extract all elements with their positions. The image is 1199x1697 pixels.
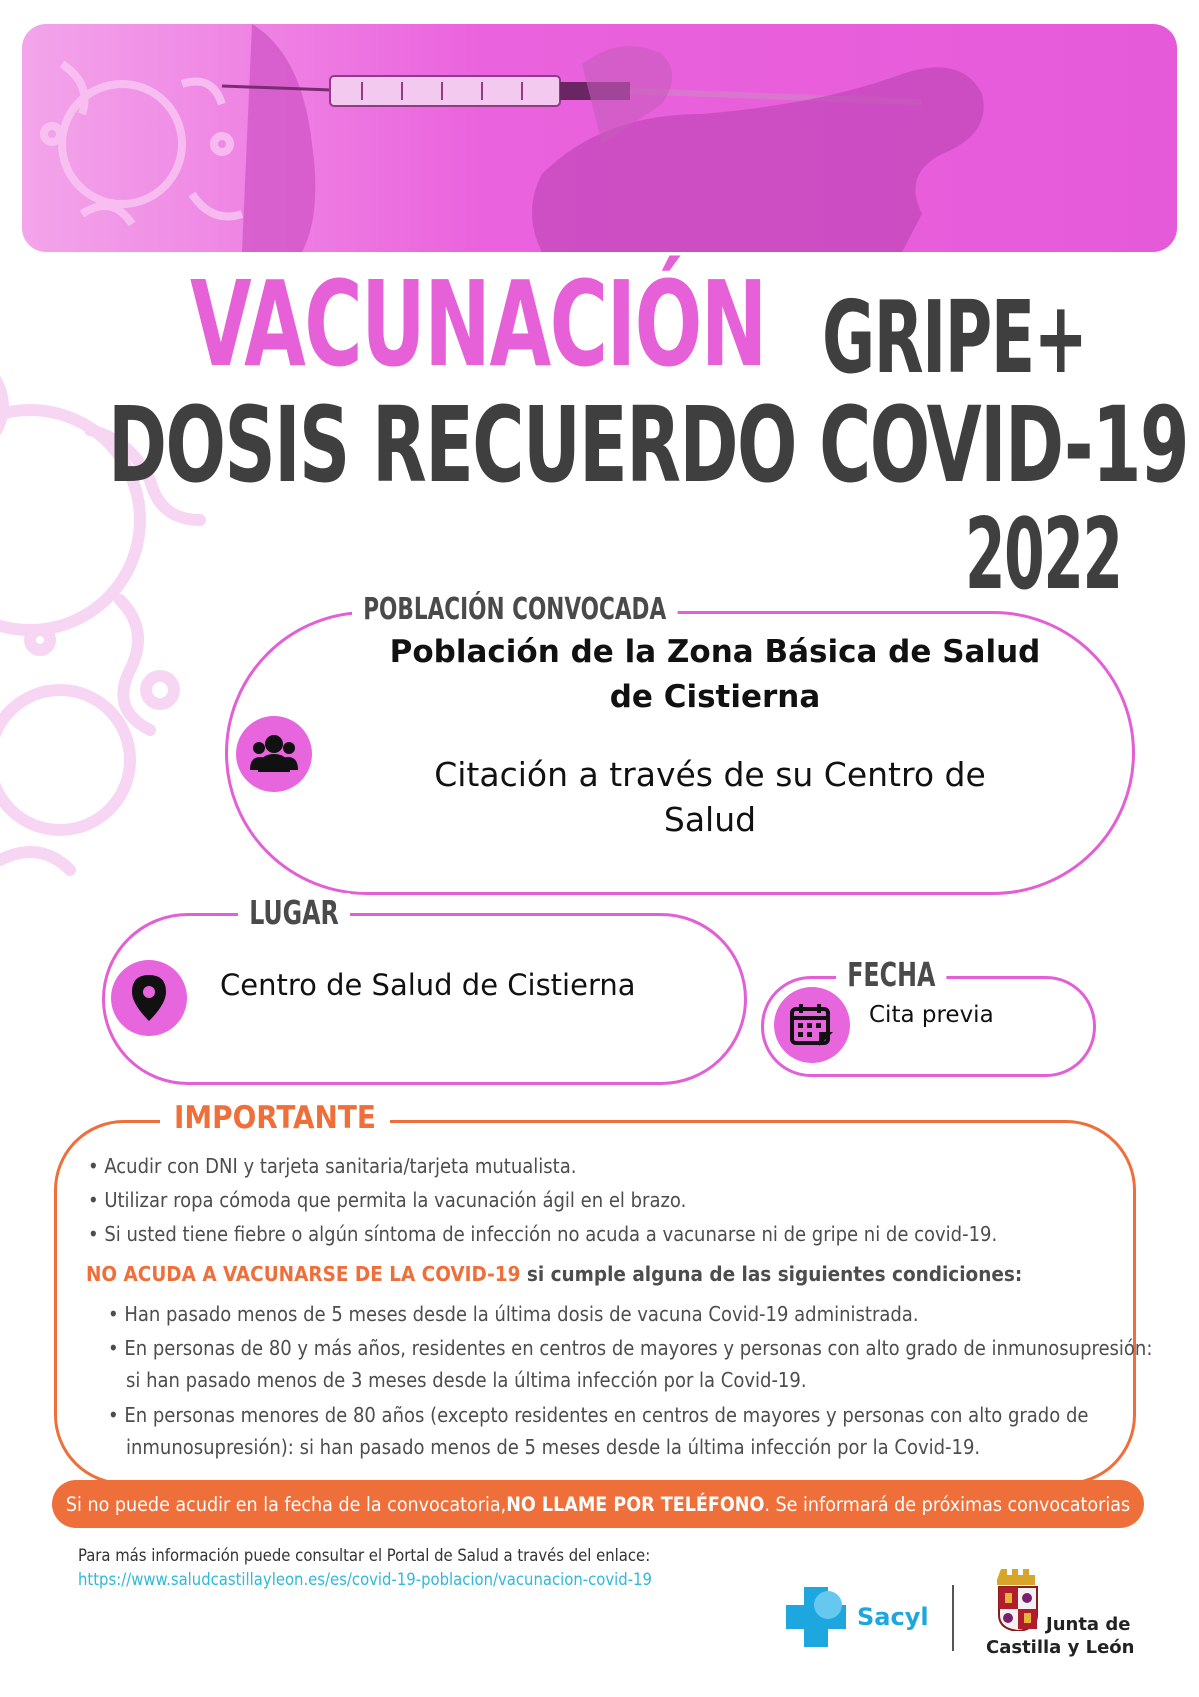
poblacion-citacion: Citación a través de su Centro de Salud (434, 755, 986, 839)
condition-item-cont: inmunosupresión): si han pasado menos de 5 meses desde la última infección por la Covid-19. (126, 1435, 981, 1459)
lugar-label: LUGAR (238, 893, 350, 932)
warning-line (86, 1262, 1022, 1286)
importante-item: • Acudir con DNI y tarjeta sanitaria/tarjeta mutualista. (88, 1154, 577, 1178)
banner-part1: Si no puede acudir en la fecha de la convocatoria, (65, 1492, 507, 1516)
condition-item: • Han pasado menos de 5 meses desde la última dosis de vacuna Covid-19 administrada. (108, 1302, 919, 1326)
calendar-icon (774, 987, 850, 1063)
logo-divider (952, 1585, 954, 1651)
condition-item: • En personas de 80 y más años, residentes en centros de mayores y personas con alto grado de inmunosupresión: (108, 1336, 1153, 1360)
sacyl-logo-icon (782, 1583, 850, 1651)
banner-part2: NO LLAME POR TELÉFONO (506, 1492, 765, 1516)
location-pin-icon (111, 960, 187, 1036)
banner-part3: . Se informará de próximas convocatorias (764, 1492, 1131, 1516)
syringe-illustration (22, 24, 1177, 252)
poblacion-heading: Población de la Zona Básica de Salud de Cistierna (389, 634, 1041, 715)
title-dosis-recuerdo: DOSIS RECUERDO COVID-19 (108, 384, 1188, 506)
lugar-value: Centro de Salud de Cistierna (220, 968, 636, 1002)
warning-rest: si cumple alguna de las siguientes condiciones: (520, 1262, 1023, 1286)
poblacion-label: POBLACIÓN CONVOCADA (352, 592, 677, 627)
fecha-label: FECHA (836, 955, 947, 994)
condition-item: • En personas menores de 80 años (excepto residentes en centros de mayores y personas con alto grado de (108, 1403, 1089, 1427)
importante-item: • Utilizar ropa cómoda que permita la vacunación ágil en el brazo. (88, 1188, 687, 1212)
footer-info: Para más información puede consultar el Portal de Salud a través del enlace: (78, 1546, 651, 1565)
junta-line1: Junta de (1046, 1614, 1131, 1635)
fecha-value: Cita previa (869, 1002, 994, 1028)
title-year: 2022 (965, 498, 1122, 612)
importante-label: IMPORTANTE (160, 1100, 390, 1136)
sacyl-logo-text: Sacyl (857, 1603, 929, 1631)
castilla-leon-coat-of-arms-icon (997, 1565, 1039, 1631)
footer-link[interactable]: https://www.saludcastillayleon.es/es/covid-19-poblacion/vacunacion-covid-19 (78, 1570, 652, 1589)
hero-vaccine-image (22, 24, 1177, 252)
importante-item: • Si usted tiene fiebre o algún síntoma de infección no acuda a vacunarse ni de gripe ni de covid-19. (88, 1222, 998, 1246)
group-icon (236, 716, 312, 792)
notice-banner (52, 1480, 1144, 1528)
title-vacunacion: VACUNACIÓN (190, 255, 766, 393)
warning-highlight: NO ACUDA A VACUNARSE DE LA COVID-19 (86, 1262, 521, 1286)
title-gripe: GRIPE+ (822, 279, 1087, 396)
junta-line2: Castilla y León (986, 1637, 1135, 1658)
condition-item-cont: si han pasado menos de 3 meses desde la última infección por la Covid-19. (126, 1368, 807, 1392)
